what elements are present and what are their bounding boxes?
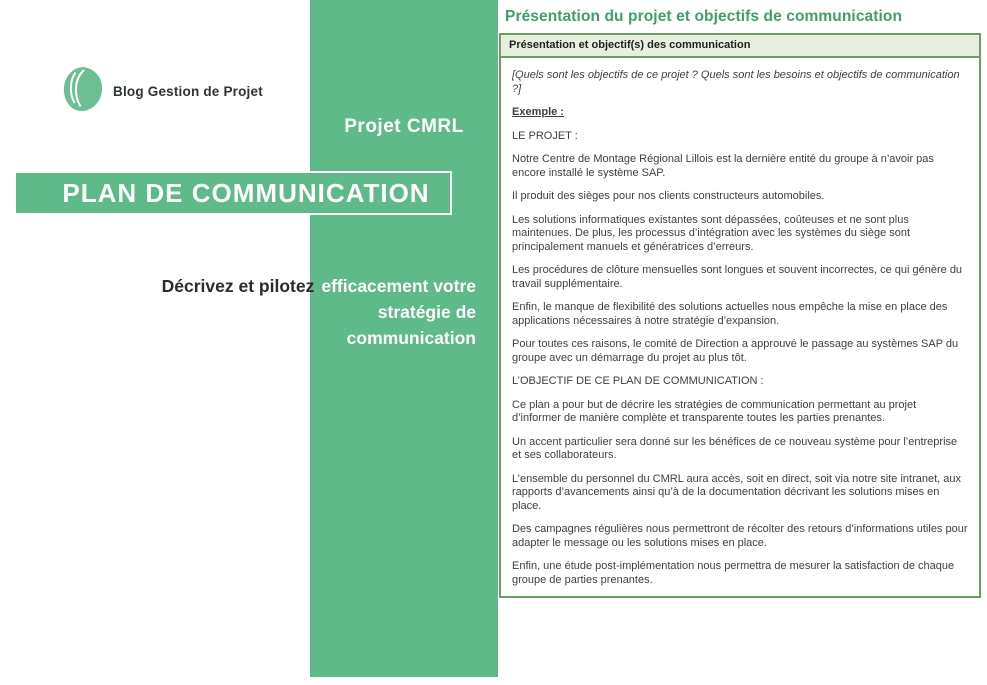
box-header: Présentation et objectif(s) des communication	[501, 35, 979, 58]
example-label: Exemple :	[512, 106, 564, 118]
project-name: Projet CMRL	[344, 116, 464, 137]
body-paragraph: L’OBJECTIF DE CE PLAN DE COMMUNICATION :	[512, 375, 764, 387]
body-paragraph: Un accent particulier sera donné sur les bénéfices de ce nouveau système pour l’entreprise et ses collaborateurs.	[512, 435, 958, 461]
box-body	[501, 58, 979, 605]
logo	[62, 66, 263, 117]
body-paragraph: Enfin, le manque de flexibilité des solutions actuelles nous empêche la mise en place des applications nécessaires à notre stratégie d’expansion.	[512, 301, 948, 327]
plan-title-banner	[14, 171, 452, 215]
logo-text: Blog Gestion de Projet	[113, 84, 263, 99]
body-paragraph: Des campagnes régulières nous permettront de récolter des retours d’informations utiles pour adapter le message ou les solutions mises en place.	[512, 523, 968, 549]
body-paragraph: Les procédures de clôture mensuelles sont longues et souvent incorrectes, ce qui génère du travail supplémentaire.	[512, 264, 963, 290]
section-title: Présentation du projet et objectifs de communication	[505, 8, 903, 25]
plan-title: PLAN DE COMMUNICATION	[62, 177, 430, 208]
presentation-box	[499, 33, 981, 598]
paragraph-list	[512, 130, 968, 588]
tagline	[120, 273, 476, 351]
tagline-line-2: stratégie de	[377, 302, 476, 322]
body-paragraph: Les solutions informatiques existantes sont dépassées, coûteuses et ne sont plus maintenues. De plus, les processus d’intégration avec les systèmes du siège sont principalement manuels et génératrices d’erreurs.	[512, 213, 911, 253]
body-paragraph: Ce plan a pour but de décrire les stratégies de communication permettant au projet d’informer de manière complète et transparente toutes les parties prenantes.	[512, 398, 917, 424]
leaf-pick-icon	[62, 66, 104, 117]
body-paragraph: LE PROJET :	[512, 129, 578, 142]
body-paragraph: L’ensemble du personnel du CMRL aura accès, soit en direct, soit via notre site intranet, aux rapports d’avancements ainsi qu’à de la documentation décrivant les solutions mises en place.	[512, 472, 962, 512]
body-paragraph: Enfin, une étude post-implémentation nous permettra de mesurer la satisfaction de chaque groupe de parties prenantes.	[512, 560, 955, 586]
placeholder-text: [Quels sont les objectifs de ce projet ? Quels sont les besoins et objectifs de communication ?]	[512, 69, 960, 95]
tagline-light-part: efficacement votre	[321, 276, 476, 296]
body-paragraph: Notre Centre de Montage Régional Lillois est la dernière entité du groupe à n’avoir pas encore installé le système SAP.	[512, 153, 934, 179]
tagline-line-3: communication	[346, 328, 476, 348]
body-paragraph: Pour toutes ces raisons, le comité de Direction a approuvé le passage au systèmes SAP du groupe avec un démarrage du projet au plus tôt.	[512, 338, 959, 364]
body-paragraph: Il produit des sièges pour nos clients constructeurs automobiles.	[512, 190, 825, 202]
tagline-line-1	[120, 273, 476, 299]
tagline-dark-part: Décrivez et pilotez	[161, 276, 315, 296]
